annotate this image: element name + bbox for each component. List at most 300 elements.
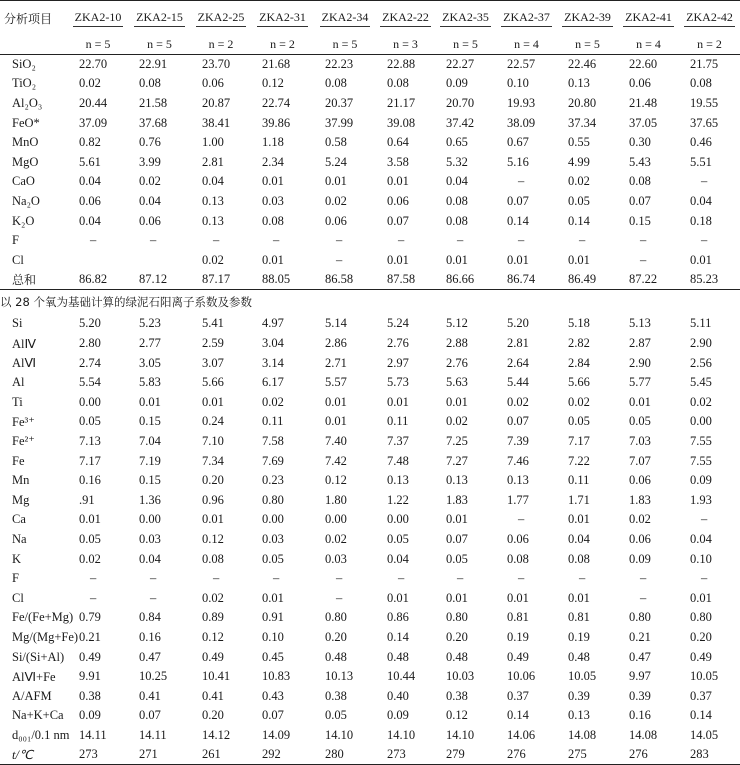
value-cell: 0.04 xyxy=(568,531,590,546)
value-cell: 22.57 xyxy=(507,57,536,72)
sample-id: ZKA2-35 xyxy=(440,10,491,27)
value-cell: 2.90 xyxy=(690,336,712,351)
value-cell: 86.82 xyxy=(68,270,128,290)
value-cell: – xyxy=(701,571,708,586)
value-cell: 5.20 xyxy=(507,316,529,331)
value-cell: 0.05 xyxy=(387,531,409,546)
value-cell: 2.71 xyxy=(325,355,347,370)
value-cell: 7.13 xyxy=(79,433,101,448)
table-row xyxy=(0,647,740,667)
value-cell: 0.04 xyxy=(79,174,101,189)
value-cell: 0.14 xyxy=(690,708,712,723)
value-cell: 0.10 xyxy=(690,551,712,566)
value-cell: 0.08 xyxy=(325,76,347,91)
row-label: Ti xyxy=(12,394,23,409)
value-cell: – xyxy=(457,233,464,248)
table-row xyxy=(0,490,740,510)
value-cell: 14.11 xyxy=(139,727,167,742)
sample-id: ZKA2-42 xyxy=(684,10,735,27)
value-cell: 273 xyxy=(68,745,128,765)
sample-id: ZKA2-10 xyxy=(73,10,124,27)
value-cell: 0.04 xyxy=(446,174,468,189)
row-label: 总和 xyxy=(0,270,68,290)
value-cell: 0.04 xyxy=(387,551,409,566)
sample-header xyxy=(557,1,618,37)
row-label: Mn xyxy=(12,473,30,488)
value-cell: 7.22 xyxy=(568,453,590,468)
value-cell: 0.01 xyxy=(568,252,590,267)
value-cell: 0.18 xyxy=(690,213,712,228)
sample-id: ZKA2-34 xyxy=(320,10,371,27)
value-cell: 0.01 xyxy=(325,174,347,189)
value-cell: 7.27 xyxy=(446,453,468,468)
value-cell: 0.12 xyxy=(446,708,468,723)
value-cell: 0.05 xyxy=(79,531,101,546)
value-cell: 0.49 xyxy=(202,649,224,664)
value-cell: 0.20 xyxy=(446,629,468,644)
value-cell: 1.93 xyxy=(690,492,712,507)
value-cell: – xyxy=(336,233,343,248)
value-cell: 7.19 xyxy=(139,453,161,468)
value-cell: 2.76 xyxy=(387,336,409,351)
value-cell: 1.83 xyxy=(629,492,651,507)
value-cell: 0.01 xyxy=(387,394,409,409)
value-cell: 7.42 xyxy=(325,453,347,468)
value-cell: 0.03 xyxy=(262,531,284,546)
value-cell: 38.41 xyxy=(202,115,231,130)
table-row xyxy=(0,412,740,432)
value-cell: 0.80 xyxy=(325,610,347,625)
row-label: Al xyxy=(12,375,25,390)
value-cell: 5.13 xyxy=(629,316,651,331)
table-row xyxy=(0,211,740,231)
row-label: Cl xyxy=(12,590,24,605)
value-cell: 2.86 xyxy=(325,336,347,351)
value-cell: 0.00 xyxy=(325,512,347,527)
row-label: SiO₂ xyxy=(12,57,36,72)
value-cell: 0.65 xyxy=(446,135,468,150)
value-cell: – xyxy=(336,590,343,605)
value-cell: 4.99 xyxy=(568,154,590,169)
value-cell: 0.48 xyxy=(387,649,409,664)
sample-header xyxy=(314,1,376,37)
value-cell: 0.01 xyxy=(690,252,712,267)
value-cell: 7.03 xyxy=(629,433,651,448)
value-cell: 0.48 xyxy=(568,649,590,664)
value-cell: 0.01 xyxy=(202,394,224,409)
value-cell: 20.80 xyxy=(568,95,597,110)
value-cell: 3.14 xyxy=(262,355,284,370)
value-cell: 2.87 xyxy=(629,336,651,351)
section-subtitle-row xyxy=(0,290,740,315)
value-cell: 0.06 xyxy=(507,531,529,546)
value-cell: 7.69 xyxy=(262,453,284,468)
oxide-section xyxy=(0,55,740,290)
value-cell: 0.02 xyxy=(202,252,224,267)
value-cell: 0.46 xyxy=(690,135,712,150)
value-cell: 0.01 xyxy=(262,252,284,267)
value-cell: 0.84 xyxy=(139,610,161,625)
value-cell: 20.70 xyxy=(446,95,475,110)
value-cell: 0.03 xyxy=(139,531,161,546)
value-cell: 276 xyxy=(496,745,557,765)
value-cell: 3.07 xyxy=(202,355,224,370)
value-cell: 0.05 xyxy=(568,193,590,208)
value-cell: 0.49 xyxy=(690,649,712,664)
value-cell: 0.80 xyxy=(629,610,651,625)
value-cell: 87.12 xyxy=(128,270,191,290)
value-cell: 7.46 xyxy=(507,453,529,468)
value-cell: 276 xyxy=(618,745,679,765)
value-cell: 87.58 xyxy=(376,270,435,290)
value-cell: 5.44 xyxy=(507,375,529,390)
table-row xyxy=(0,270,740,290)
value-cell: 0.47 xyxy=(629,649,651,664)
value-cell: 1.36 xyxy=(139,492,161,507)
value-cell: 0.38 xyxy=(79,688,101,703)
value-cell: – xyxy=(150,590,157,605)
sample-id: ZKA2-31 xyxy=(257,10,308,27)
value-cell: 0.08 xyxy=(568,551,590,566)
row-label: Mg/(Mg+Fe) xyxy=(12,629,79,644)
row-label: F xyxy=(12,571,19,586)
value-cell: 39.08 xyxy=(387,115,416,130)
value-cell: 0.07 xyxy=(507,193,529,208)
value-cell: 37.05 xyxy=(629,115,658,130)
value-cell: 14.10 xyxy=(387,727,416,742)
value-cell: 0.13 xyxy=(507,473,529,488)
value-cell: 7.17 xyxy=(79,453,101,468)
value-cell: 0.49 xyxy=(507,649,529,664)
value-cell: 0.11 xyxy=(387,414,409,429)
value-cell: – xyxy=(640,252,647,267)
value-cell: 5.66 xyxy=(568,375,590,390)
value-cell xyxy=(68,250,128,270)
value-cell: 20.37 xyxy=(325,95,354,110)
value-cell: 5.14 xyxy=(325,316,347,331)
value-cell: – xyxy=(701,512,708,527)
table-row xyxy=(0,94,740,114)
value-cell: 0.01 xyxy=(325,414,347,429)
value-cell: – xyxy=(90,571,97,586)
value-cell: 37.42 xyxy=(446,115,475,130)
value-cell: 0.16 xyxy=(139,629,161,644)
value-cell: 0.55 xyxy=(568,135,590,150)
value-cell: 0.76 xyxy=(139,135,161,150)
value-cell: 0.08 xyxy=(507,551,529,566)
table-row xyxy=(0,393,740,413)
value-cell: 0.08 xyxy=(387,76,409,91)
value-cell: 7.10 xyxy=(202,433,224,448)
sample-header xyxy=(251,1,314,37)
row-label: Na xyxy=(12,531,27,546)
table-row xyxy=(0,172,740,192)
table-row xyxy=(0,510,740,530)
value-cell: 0.09 xyxy=(690,473,712,488)
value-cell: 0.01 xyxy=(262,174,284,189)
value-cell: 37.65 xyxy=(690,115,719,130)
value-cell: 10.03 xyxy=(446,669,475,684)
table-row xyxy=(0,192,740,212)
value-cell: 7.25 xyxy=(446,433,468,448)
value-cell: 0.02 xyxy=(139,174,161,189)
value-cell: 5.51 xyxy=(690,154,712,169)
row-label: TiO₂ xyxy=(12,76,37,91)
value-cell: 0.14 xyxy=(507,213,529,228)
value-cell: 2.34 xyxy=(262,154,284,169)
value-cell: 86.66 xyxy=(435,270,496,290)
value-cell: 273 xyxy=(376,745,435,765)
value-cell: 2.64 xyxy=(507,355,529,370)
value-cell: 0.20 xyxy=(325,629,347,644)
table-corner-header: 分析项目 xyxy=(0,1,68,37)
value-cell: – xyxy=(640,571,647,586)
value-cell: 2.90 xyxy=(629,355,651,370)
value-cell: 22.74 xyxy=(262,95,291,110)
table-row xyxy=(0,549,740,569)
row-label: AlⅥ+Fe xyxy=(12,669,56,684)
row-label: Ca xyxy=(12,512,26,527)
value-cell: 0.08 xyxy=(629,174,651,189)
value-cell: 0.48 xyxy=(446,649,468,664)
value-cell: 0.15 xyxy=(629,213,651,228)
value-cell: 0.04 xyxy=(139,193,161,208)
value-cell: 0.01 xyxy=(139,394,161,409)
value-cell: 0.02 xyxy=(446,414,468,429)
value-cell: 1.18 xyxy=(262,135,284,150)
value-cell: 14.10 xyxy=(325,727,354,742)
value-cell: 7.48 xyxy=(387,453,409,468)
value-cell: – xyxy=(640,233,647,248)
sample-header xyxy=(68,1,128,37)
sample-header xyxy=(435,1,496,37)
value-cell: 37.68 xyxy=(139,115,168,130)
value-cell: – xyxy=(518,174,525,189)
sample-header xyxy=(679,1,740,37)
row-label: Al₂O₃ xyxy=(12,95,43,110)
sample-id: ZKA2-25 xyxy=(196,10,247,27)
value-cell: 22.27 xyxy=(446,57,475,72)
value-cell: 280 xyxy=(314,745,376,765)
value-cell: 0.12 xyxy=(202,531,224,546)
value-cell: – xyxy=(701,174,708,189)
value-cell: 10.44 xyxy=(387,669,416,684)
value-cell: 7.17 xyxy=(568,433,590,448)
n-row-spacer xyxy=(0,37,68,55)
sample-id: ZKA2-15 xyxy=(134,10,185,27)
value-cell: 0.67 xyxy=(507,135,529,150)
value-cell: 0.80 xyxy=(690,610,712,625)
value-cell: 0.47 xyxy=(139,649,161,664)
value-cell: 0.39 xyxy=(629,688,651,703)
row-label: Si xyxy=(12,316,23,331)
value-cell: 14.11 xyxy=(79,727,107,742)
value-cell: 0.01 xyxy=(202,512,224,527)
value-cell: 0.01 xyxy=(507,252,529,267)
value-cell: 10.83 xyxy=(262,669,291,684)
value-cell: 5.41 xyxy=(202,316,224,331)
value-cell: 0.03 xyxy=(325,551,347,566)
value-cell: .91 xyxy=(79,492,95,507)
value-cell: 0.21 xyxy=(629,629,651,644)
value-cell: 7.55 xyxy=(690,453,712,468)
value-cell: 0.19 xyxy=(507,629,529,644)
value-cell: 6.17 xyxy=(262,375,284,390)
value-cell: 2.84 xyxy=(568,355,590,370)
row-label: MnO xyxy=(12,135,39,150)
value-cell: 0.39 xyxy=(568,688,590,703)
value-cell: 5.12 xyxy=(446,316,468,331)
row-label: A/AFM xyxy=(12,688,52,703)
value-cell: – xyxy=(579,233,586,248)
value-cell: 0.89 xyxy=(202,610,224,625)
table-row xyxy=(0,152,740,172)
value-cell: 0.38 xyxy=(325,688,347,703)
value-cell: 0.10 xyxy=(262,629,284,644)
value-cell: 2.97 xyxy=(387,355,409,370)
value-cell: 3.05 xyxy=(139,355,161,370)
value-cell: 1.22 xyxy=(387,492,409,507)
value-cell: 21.68 xyxy=(262,57,291,72)
value-cell: 21.75 xyxy=(690,57,719,72)
value-cell: 0.48 xyxy=(325,649,347,664)
value-cell: 0.01 xyxy=(568,590,590,605)
value-cell: 0.01 xyxy=(446,512,468,527)
value-cell: 14.08 xyxy=(629,727,658,742)
value-cell: 0.04 xyxy=(690,193,712,208)
value-cell: 0.01 xyxy=(568,512,590,527)
value-cell: 1.77 xyxy=(507,492,529,507)
value-cell: 87.22 xyxy=(618,270,679,290)
value-cell: 0.14 xyxy=(507,708,529,723)
value-cell: 4.97 xyxy=(262,316,284,331)
value-cell: 0.02 xyxy=(629,512,651,527)
cation-section xyxy=(0,290,740,765)
table-row xyxy=(0,74,740,94)
value-cell: 0.05 xyxy=(629,414,651,429)
value-cell: 5.63 xyxy=(446,375,468,390)
value-cell: 0.00 xyxy=(262,512,284,527)
value-cell: 271 xyxy=(128,745,191,765)
value-cell: 5.23 xyxy=(139,316,161,331)
value-cell: 21.58 xyxy=(139,95,168,110)
row-label: K xyxy=(12,551,22,566)
table-row xyxy=(0,686,740,706)
table-row xyxy=(0,334,740,354)
value-cell: 0.09 xyxy=(387,708,409,723)
value-cell: 0.02 xyxy=(79,76,101,91)
table-row xyxy=(0,745,740,765)
value-cell: 0.11 xyxy=(568,473,590,488)
value-cell: 2.80 xyxy=(79,336,101,351)
value-cell: 0.14 xyxy=(387,629,409,644)
value-cell: 2.76 xyxy=(446,355,468,370)
value-cell: – xyxy=(213,233,220,248)
value-cell: 0.13 xyxy=(446,473,468,488)
row-label: Fe/(Fe+Mg) xyxy=(12,610,74,625)
table-row xyxy=(0,451,740,471)
table-row xyxy=(0,231,740,251)
value-cell: 0.38 xyxy=(446,688,468,703)
value-cell: 0.79 xyxy=(79,610,101,625)
value-cell: 2.81 xyxy=(507,336,529,351)
value-cell: 19.55 xyxy=(690,95,719,110)
value-cell: 7.40 xyxy=(325,433,347,448)
value-cell: 0.86 xyxy=(387,610,409,625)
table-row xyxy=(0,667,740,687)
value-cell: 292 xyxy=(251,745,314,765)
value-cell: 21.17 xyxy=(387,95,416,110)
sample-count: n = 4 xyxy=(618,37,679,55)
value-cell: 5.43 xyxy=(629,154,651,169)
value-cell: 0.41 xyxy=(202,688,224,703)
value-cell: 0.02 xyxy=(325,193,347,208)
value-cell: – xyxy=(518,233,525,248)
value-cell: 38.09 xyxy=(507,115,536,130)
value-cell: 275 xyxy=(557,745,618,765)
value-cell: 0.16 xyxy=(629,708,651,723)
value-cell: 0.24 xyxy=(202,414,224,429)
value-cell: 0.01 xyxy=(446,394,468,409)
value-cell: 0.01 xyxy=(387,174,409,189)
value-cell: 3.58 xyxy=(387,154,409,169)
value-cell: 5.18 xyxy=(568,316,590,331)
value-cell: 10.06 xyxy=(507,669,536,684)
value-cell: 0.13 xyxy=(568,76,590,91)
value-cell: 0.07 xyxy=(629,193,651,208)
table-row xyxy=(0,250,740,270)
value-cell: 23.70 xyxy=(202,57,231,72)
sample-id: ZKA2-41 xyxy=(623,10,674,27)
row-label: t/℃ xyxy=(0,745,68,765)
table-row xyxy=(0,569,740,589)
value-cell: – xyxy=(336,571,343,586)
sample-count: n = 5 xyxy=(128,37,191,55)
value-cell: 9.91 xyxy=(79,669,101,684)
value-cell: – xyxy=(273,233,280,248)
value-cell: 0.01 xyxy=(79,512,101,527)
value-cell: 0.07 xyxy=(387,213,409,228)
value-cell: – xyxy=(90,233,97,248)
value-cell: 0.45 xyxy=(262,649,284,664)
value-cell: 0.15 xyxy=(139,414,161,429)
value-cell: 0.09 xyxy=(79,708,101,723)
value-cell: 0.00 xyxy=(139,512,161,527)
value-cell: 0.13 xyxy=(568,708,590,723)
sample-count: n = 5 xyxy=(435,37,496,55)
value-cell: 0.01 xyxy=(387,252,409,267)
value-cell: 0.06 xyxy=(325,213,347,228)
value-cell: 0.06 xyxy=(79,193,101,208)
value-cell: 283 xyxy=(679,745,740,765)
sample-header xyxy=(496,1,557,37)
value-cell: 0.08 xyxy=(446,213,468,228)
row-label: AlⅥ xyxy=(12,356,37,371)
value-cell xyxy=(128,250,191,270)
value-cell: 0.37 xyxy=(690,688,712,703)
value-cell: – xyxy=(150,233,157,248)
value-cell: 0.01 xyxy=(446,590,468,605)
value-cell: 0.37 xyxy=(507,688,529,703)
value-cell: 2.82 xyxy=(568,336,590,351)
value-cell: 5.20 xyxy=(79,316,101,331)
value-cell: 10.05 xyxy=(690,669,719,684)
value-cell: 0.15 xyxy=(139,473,161,488)
value-cell: 0.91 xyxy=(262,610,284,625)
value-cell: – xyxy=(336,252,343,267)
value-cell: 0.58 xyxy=(325,135,347,150)
sample-count: n = 5 xyxy=(557,37,618,55)
